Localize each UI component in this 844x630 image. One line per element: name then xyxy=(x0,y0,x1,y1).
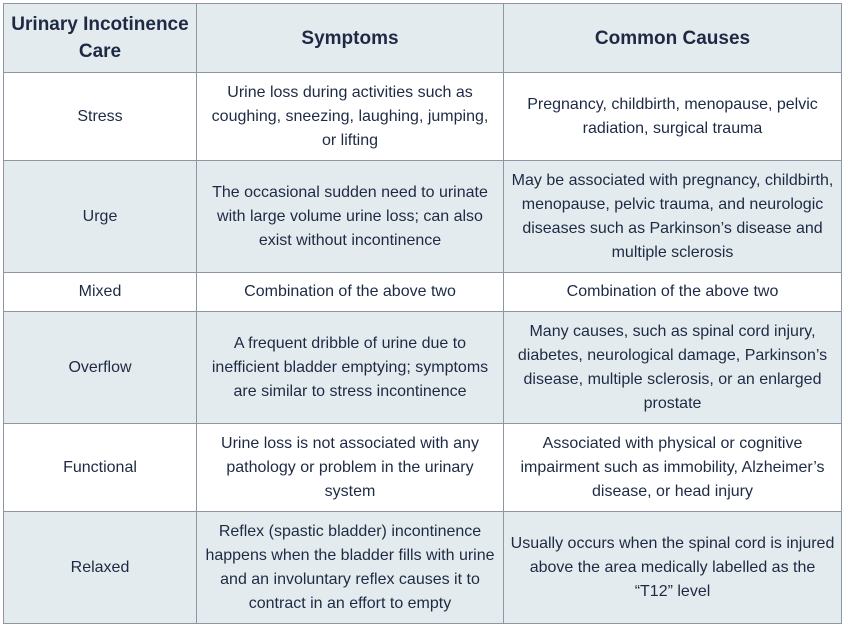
symptoms-cell: Urine loss during activities such as coughing, sneezing, laughing, jumping, or lifting xyxy=(197,73,504,161)
header-row xyxy=(4,4,842,73)
symptoms-cell: Reflex (spastic bladder) incontinence happens when the bladder fills with urine and an involuntary reflex causes it to contract in an effort to empty xyxy=(197,512,504,624)
type-cell: Urge xyxy=(4,161,197,273)
table-row xyxy=(4,424,842,512)
causes-cell: Pregnancy, childbirth, menopause, pelvic radiation, surgical trauma xyxy=(504,73,842,161)
table-row xyxy=(4,73,842,161)
header-symptoms: Symptoms xyxy=(197,4,504,73)
type-cell: Mixed xyxy=(4,273,197,312)
causes-cell: May be associated with pregnancy, childbirth, menopause, pelvic trauma, and neurologic diseases such as Parkinson’s disease and multiple sclerosis xyxy=(504,161,842,273)
type-cell: Overflow xyxy=(4,312,197,424)
symptoms-cell: Combination of the above two xyxy=(197,273,504,312)
symptoms-cell: The occasional sudden need to urinate with large volume urine loss; can also exist without incontinence xyxy=(197,161,504,273)
type-cell: Relaxed xyxy=(4,512,197,624)
table-row xyxy=(4,273,842,312)
table-row xyxy=(4,512,842,624)
causes-cell: Associated with physical or cognitive impairment such as immobility, Alzheimer’s disease, or head injury xyxy=(504,424,842,512)
causes-cell: Combination of the above two xyxy=(504,273,842,312)
incontinence-table xyxy=(3,3,842,624)
causes-cell: Usually occurs when the spinal cord is injured above the area medically labelled as the “T12” level xyxy=(504,512,842,624)
symptoms-cell: Urine loss is not associated with any pathology or problem in the urinary system xyxy=(197,424,504,512)
table-row xyxy=(4,312,842,424)
type-cell: Stress xyxy=(4,73,197,161)
table-row xyxy=(4,161,842,273)
symptoms-cell: A frequent dribble of urine due to inefficient bladder emptying; symptoms are similar to stress incontinence xyxy=(197,312,504,424)
causes-cell: Many causes, such as spinal cord injury, diabetes, neurological damage, Parkinson’s disease, multiple sclerosis, or an enlarged prostate xyxy=(504,312,842,424)
header-type: Urinary Incotinence Care xyxy=(4,4,197,73)
type-cell: Functional xyxy=(4,424,197,512)
header-causes: Common Causes xyxy=(504,4,842,73)
